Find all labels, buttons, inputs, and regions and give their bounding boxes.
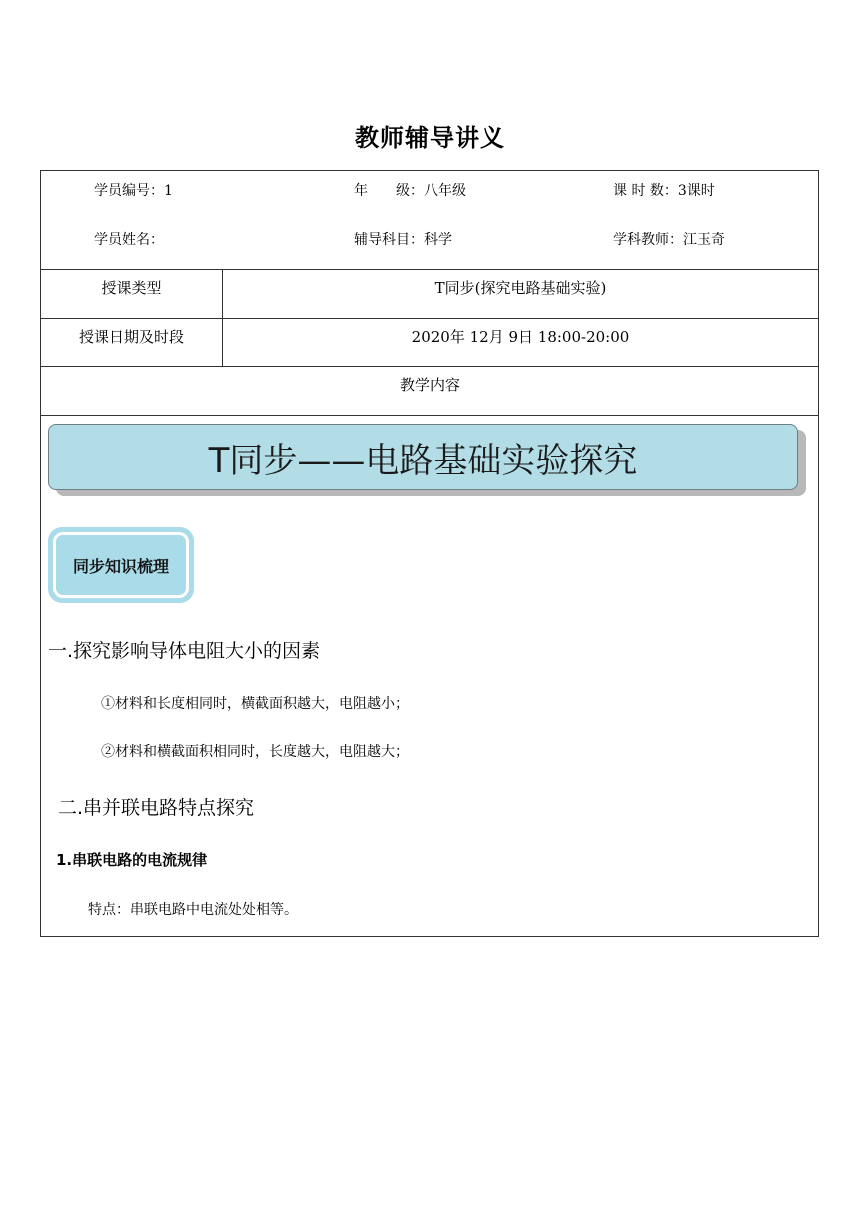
- topic-banner: [48, 424, 798, 490]
- section1-heading: 一.探究影响导体电阻大小的因素: [48, 640, 321, 662]
- section1-item-2: ②材料和横截面积相同时，长度越大，电阻越大；: [101, 744, 409, 760]
- lesson-hours: 课 时 数：3课时: [613, 183, 715, 199]
- section2-sub1-text: 特点：串联电路中电流处处相等。: [88, 902, 298, 918]
- teaching-content-label: 教学内容: [399, 376, 460, 394]
- lesson-date-label: 授课日期及时段: [78, 328, 184, 346]
- lesson-date-value: 2020年 12月 9日 18:00-20:00: [411, 328, 630, 346]
- row-divider: [41, 415, 818, 416]
- lecture-table: [40, 170, 819, 937]
- row-divider: [41, 366, 818, 367]
- section1-item-1: ①材料和长度相同时，横截面积越大，电阻越小；: [101, 696, 409, 712]
- teacher: 学科教师：江玉奇: [613, 232, 725, 248]
- lesson-type-value: T同步(探究电路基础实验): [434, 279, 607, 297]
- student-number: 学员编号：1: [94, 183, 173, 199]
- section-badge: [48, 527, 194, 603]
- row-divider: [41, 269, 818, 270]
- page-title: 教师辅导讲义: [355, 123, 505, 152]
- section2-heading: 二.串并联电路特点探究: [58, 797, 255, 819]
- badge-label: 同步知识梳理: [72, 556, 169, 576]
- banner-title: T同步——电路基础实验探究: [208, 440, 638, 481]
- row-divider: [41, 318, 818, 319]
- subject: 辅导科目：科学: [354, 232, 452, 248]
- lesson-type-label: 授课类型: [101, 279, 162, 297]
- student-name: 学员姓名：: [94, 232, 164, 248]
- section2-sub1-heading: 1.串联电路的电流规律: [56, 851, 208, 869]
- grade: 年 级：八年级: [354, 183, 466, 199]
